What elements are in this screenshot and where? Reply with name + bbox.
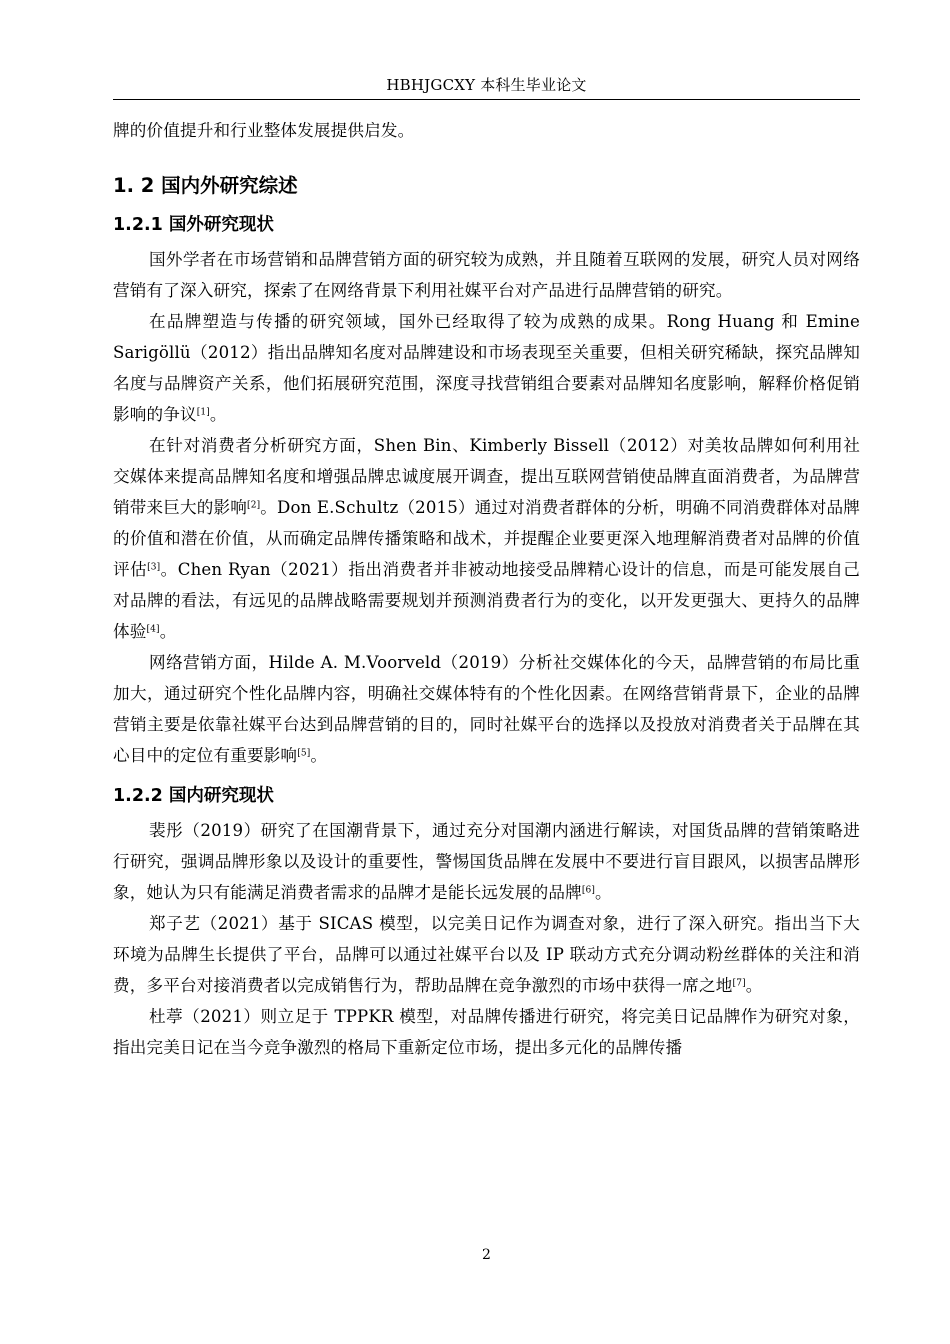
paragraph-text: 。Chen Ryan（2021）指出消费者并非被动地接受品牌精心设计的信息，而是可能发展自己对品牌的看法，有远见的品牌战略需要规划并预测消费者行为的变化，以开发更强大、更持久的品牌体验 (113, 560, 860, 641)
paragraph-1-2-1-b (113, 306, 860, 430)
paragraph-1-2-2-b (113, 908, 860, 1001)
section-1-2-heading: 1. 2 国内外研究综述 (113, 174, 298, 197)
paragraph-text: 郑子艺（2021）基于 SICAS 模型，以完美日记作为调查对象，进行了深入研究。指出当下大环境为品牌生长提供了平台，品牌可以通过社媒平台以及 IP 联动方式充分调动粉丝群体的关注和消费，多平台对接消费者以完成销售行为，帮助品牌在竞争激烈的市场中获得一席之地 (113, 914, 860, 995)
citation-ref: [5] (297, 748, 311, 759)
intro-paragraph: 牌的价值提升和行业整体发展提供启发。 (113, 121, 415, 140)
paragraph-end: 。 (745, 976, 763, 995)
paragraph-1-2-2-a (113, 815, 860, 908)
paragraph-1-2-1-a: 国外学者在市场营销和品牌营销方面的研究较为成熟，并且随着互联网的发展，研究人员对网络营销有了深入研究，探索了在网络背景下利用社媒平台对产品进行品牌营销的研究。 (113, 250, 860, 300)
paragraph-text: 在品牌塑造与传播的研究领域，国外已经取得了较为成熟的成果。Rong Huang 和 Emine Sarigöllü（2012）指出品牌知名度对品牌建设和市场表现至关重要，但相关研究稀缺，探究品牌知名度与品牌资产关系，他们拓展研究范围，深度寻找营销组合要素对品牌知名度影响，解释价格促销影响的争议 (113, 312, 860, 424)
citation-ref: [1] (196, 407, 210, 418)
citation-ref: [6] (581, 885, 596, 896)
section-1-2-1-heading: 1.2.1 国外研究现状 (113, 215, 274, 235)
citation-ref: [3] (147, 562, 161, 573)
paragraph-1-2-2-c: 杜葶（2021）则立足于 TPPKR 模型，对品牌传播进行研究，将完美日记品牌作为研究对象，指出完美日记在当今竞争激烈的格局下重新定位市场，提出多元化的品牌传播 (113, 1007, 860, 1057)
paragraph-end: 。 (310, 746, 328, 765)
citation-ref: [4] (146, 624, 160, 635)
page-body (113, 115, 860, 1063)
citation-ref: [7] (732, 978, 746, 989)
header-rule (113, 99, 860, 100)
paragraph-text: 。Don E.Schultz（2015）通过对消费者群体的分析，明确不同消费群体对品牌的价值和潜在价值，从而确定品牌传播策略和战术，并提醒企业要更深入地理解消费者对品牌的价值评估 (113, 498, 861, 579)
paragraph-1-2-1-d (113, 647, 860, 771)
paragraph-end: 。 (159, 622, 177, 641)
paragraph-1-2-1-c (113, 430, 860, 647)
paragraph-end: 。 (209, 405, 227, 424)
section-1-2-2-heading: 1.2.2 国内研究现状 (113, 786, 274, 806)
citation-ref: [2] (247, 500, 261, 511)
running-header: HBHJGCXY 本科生毕业论文 (386, 76, 587, 94)
paragraph-text: 裴彤（2019）研究了在国潮背景下，通过充分对国潮内涵进行解读，对国货品牌的营销策略进行研究，强调品牌形象以及设计的重要性，警惕国货品牌在发展中不要进行盲目跟风，以损害品牌形象，她认为只有能满足消费者需求的品牌才是能长远发展的品牌 (113, 821, 860, 902)
paragraph-text: 网络营销方面，Hilde A. M.Voorveld（2019）分析社交媒体化的今天，品牌营销的布局比重加大，通过研究个性化品牌内容，明确社交媒体特有的个性化因素。在网络营销背景下，企业的品牌营销主要是依靠社媒平台达到品牌营销的目的，同时社媒平台的选择以及投放对消费者关于品牌在其心目中的定位有重要影响 (113, 653, 860, 765)
paragraph-end: 。 (595, 883, 612, 902)
page-number: 2 (482, 1247, 491, 1263)
paragraph-text: 在针对消费者分析研究方面，Shen Bin、Kimberly Bissell（2012）对美妆品牌如何利用社交媒体来提高品牌知名度和增强品牌忠诚度展开调查，提出互联网营销使品牌直面消费者，为品牌营销带来巨大的影响 (113, 436, 860, 517)
